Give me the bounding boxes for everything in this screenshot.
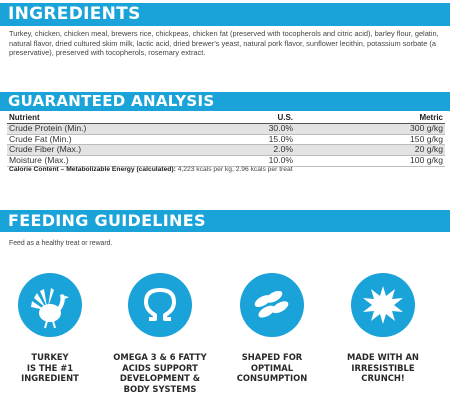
caption-line: CONSUMPTION: [236, 373, 308, 384]
omega-icon: [128, 273, 192, 337]
us-column-header: U.S.: [205, 113, 295, 123]
caption-line: ACIDS SUPPORT: [122, 362, 198, 373]
crunch-burst-icon: [351, 273, 415, 337]
nutrient-column-header: Nutrient: [7, 113, 205, 123]
nutrient-name: Crude Protein (Min.): [7, 123, 205, 134]
feeding-note: Feed as a healthy treat or reward.: [9, 240, 113, 247]
metric-value: 300 g/kg: [295, 123, 445, 134]
caption-line: SHAPED FOR: [241, 352, 303, 362]
turkey-icon: [18, 273, 82, 337]
caption-line: INGREDIENT: [21, 373, 79, 384]
table-row: [7, 145, 445, 156]
us-value: 10.0%: [205, 156, 295, 167]
table-row: [7, 134, 445, 145]
caption-line: OPTIMAL: [250, 362, 294, 373]
guaranteed-analysis-header: GUARANTEED ANALYSIS: [0, 92, 450, 111]
table-header-row: [7, 113, 445, 123]
us-value: 15.0%: [205, 134, 295, 145]
us-value: 2.0%: [205, 145, 295, 156]
calorie-label: Calorie Content – Metabolizable Energy (calculated):: [9, 166, 176, 173]
metric-value: 20 g/kg: [295, 145, 445, 156]
caption-line: CRUNCH!: [361, 373, 405, 384]
table-row: [7, 156, 445, 167]
caption-line: IS THE #1: [26, 362, 74, 373]
caption-line: TURKEY: [31, 352, 69, 362]
feature-caption-shape: [217, 352, 327, 384]
nutrient-name: Crude Fat (Min.): [7, 134, 205, 145]
feature-caption-turkey: [0, 352, 105, 384]
metric-column-header: Metric: [295, 113, 445, 123]
feeding-guidelines-header: FEEDING GUIDELINES: [0, 210, 450, 232]
ingredients-text: Turkey, chicken, chicken meal, brewers rice, chickpeas, chicken fat (preserved with tocopherols and citric acid), barley flour, gelatin, natural flavor, dried cultured skim milk, lactic acid, dried brewer's yeast, natural pork flavor, sunflower lecithin, potassium sorbate (a preservative), preserved with tocopherols, rosemary extract.: [9, 29, 439, 57]
ingredients-header: INGREDIENTS: [0, 3, 450, 26]
caption-line: BODY SYSTEMS: [123, 383, 197, 394]
nutrient-name: Crude Fiber (Max.): [7, 145, 205, 156]
nutrient-name: Moisture (Max.): [7, 156, 205, 167]
calorie-content: [9, 166, 293, 173]
caption-line: IRRESISTIBLE: [351, 362, 415, 373]
calorie-value: 4,223 kcals per kg, 2.96 kcals per treat: [177, 166, 293, 173]
metric-value: 100 g/kg: [295, 156, 445, 167]
treat-shapes-icon: [240, 273, 304, 337]
us-value: 30.0%: [205, 123, 295, 134]
caption-line: OMEGA 3 & 6 FATTY: [113, 352, 207, 362]
caption-line: MADE WITH AN: [347, 352, 419, 362]
guaranteed-analysis-table: [7, 113, 445, 167]
table-row: [7, 123, 445, 134]
caption-line: DEVELOPMENT &: [119, 373, 201, 384]
metric-value: 150 g/kg: [295, 134, 445, 145]
feature-caption-omega: [105, 352, 215, 394]
feature-caption-crunch: [328, 352, 438, 384]
